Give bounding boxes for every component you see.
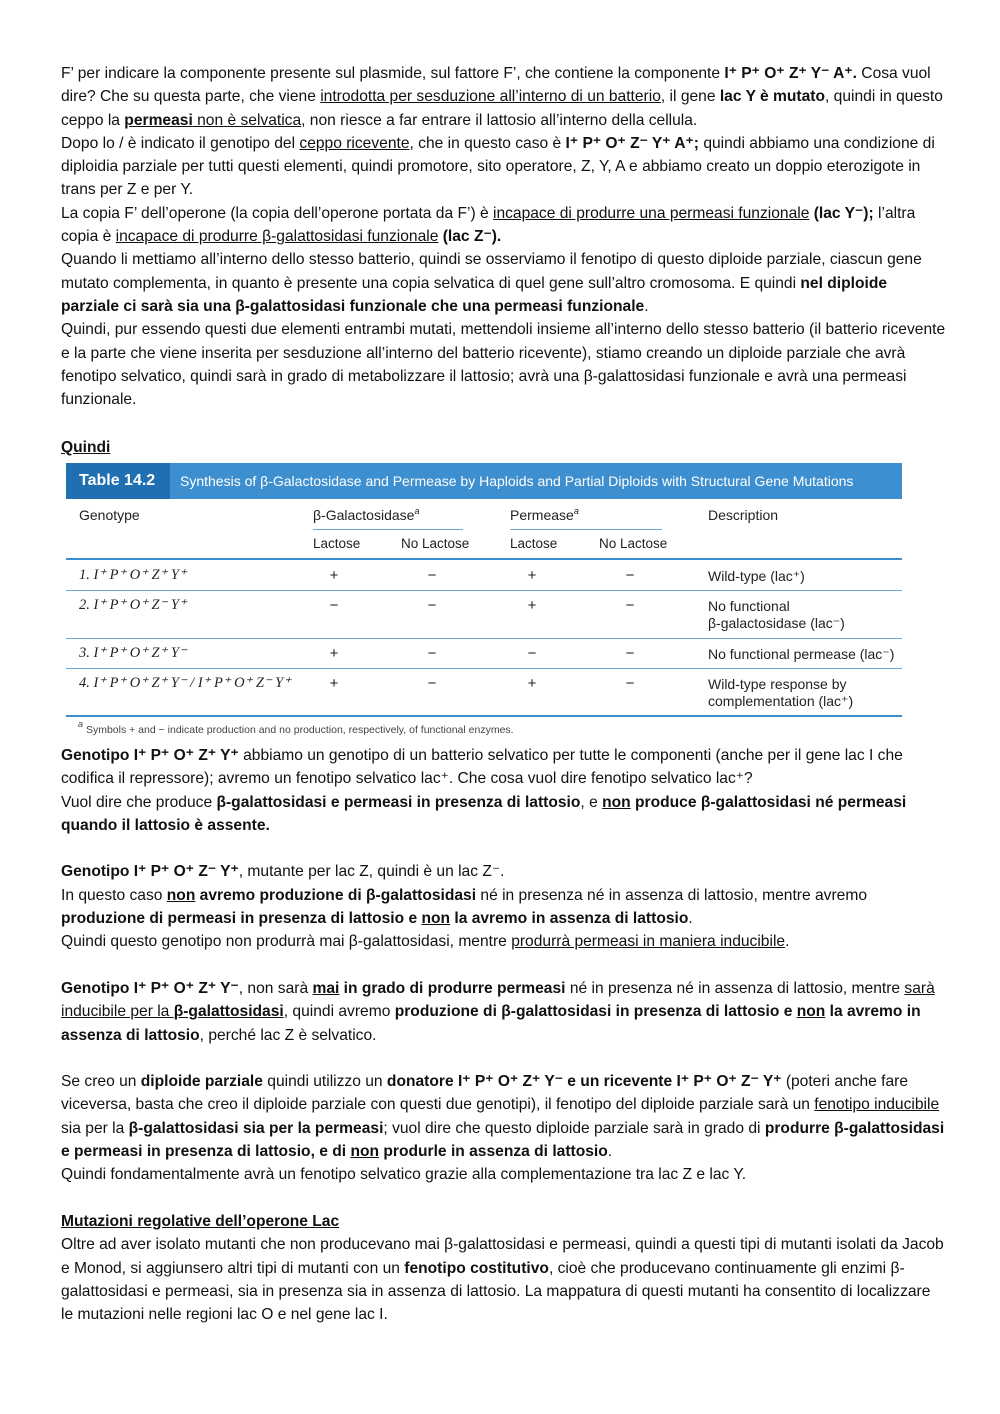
value-cell: − bbox=[427, 597, 437, 614]
value-cell: + bbox=[527, 597, 537, 614]
paragraph: Quando li mettiamo all’interno dello stesso batterio, quindi se osserviamo il fenotipo di questo diploide parziale, ciascun gene mutato complementa, in quanto è presente una copia selvatica di quel gene sull’altro cromosoma. E quindi nel diploide parziale ci sarà sia una β-galattosidasi funzionale che una permeasi funzionale. bbox=[61, 251, 922, 315]
body-text bbox=[61, 744, 946, 1326]
permease-underline bbox=[510, 529, 662, 530]
intro-text bbox=[61, 62, 946, 411]
value-cell: + bbox=[329, 675, 339, 692]
value-cell: + bbox=[527, 675, 537, 692]
row-rule bbox=[66, 590, 902, 591]
table-figure bbox=[66, 463, 902, 736]
sub-header-lactose: Lactose bbox=[313, 536, 361, 551]
description-cell: No functional permease (lac⁻) bbox=[708, 646, 895, 662]
paragraph: Quindi fondamentalmente avrà un fenotipo selvatico grazie alla complementazione tra lac Z e lac Y. bbox=[61, 1166, 747, 1184]
paragraph: Genotipo I⁺ P⁺ O⁺ Z⁺ Y⁺ abbiamo un genotipo di un batterio selvatico per tutte le componenti (anche per il gene lac I che codifica il repressore); avremo un fenotipo selvatico lac⁺. Che cosa vuol dire fenotipo selvatico lac⁺? bbox=[61, 747, 903, 788]
col-header-bgal: β-Galactosidase$^a$ bbox=[313, 506, 420, 523]
value-cell: − bbox=[527, 645, 537, 662]
row-rule bbox=[66, 638, 902, 639]
genotype-cell: 2. I⁺ P⁺ O⁺ Z⁻ Y⁺ bbox=[79, 597, 187, 613]
row-rule bbox=[66, 668, 902, 669]
paragraph: La copia F’ dell’operone (la copia dell’operone portata da F’) è incapace di produrre una permeasi funzionale (lac Y⁻); l’altra copia è incapace di produrre β-galattosidasi funzionale (lac Z⁻). bbox=[61, 204, 916, 246]
value-cell: − bbox=[427, 567, 437, 584]
table-bottom-rule bbox=[66, 715, 902, 717]
paragraph: Genotipo I⁺ P⁺ O⁺ Z⁺ Y⁻, non sarà mai in grado di produrre permeasi né in presenza né in assenza di lattosio, mentre sarà inducibile per la β-galattosidasi, quindi avremo produzione di β-galattosidasi in presenza di lattosio e non la avremo in assenza di lattosio, perché lac Z è selvatico. bbox=[61, 979, 935, 1044]
col-header-permease: Permease$^a$ bbox=[510, 506, 579, 523]
value-cell: − bbox=[427, 675, 437, 692]
paragraph: Oltre ad aver isolato mutanti che non producevano mai β-galattosidasi e permeasi, quindi a questi tipi di mutanti isolati da Jacob e Monod, si aggiunsero altri tipi di mutanti con un fenotipo costitutivo, cioè che producevano continuamente gli enzimi β-galattosidasi e permeasi, sia in presenza sia in assenza di lattosio. La mappatura di questi mutanti ha consentito di localizzare le mutazioni nelle regioni lac O e nel gene lac I. bbox=[61, 1236, 944, 1324]
genotype-cell: 4. I⁺ P⁺ O⁺ Z⁺ Y⁻ / I⁺ P⁺ O⁺ Z⁻ Y⁺ bbox=[79, 675, 291, 691]
description-cell: No functional bbox=[708, 598, 790, 614]
paragraph: Vuol dire che produce β-galattosidasi e permeasi in presenza di lattosio, e non produce β-galattosidasi né permeasi quando il lattosio è assente. bbox=[61, 793, 907, 834]
header-rule bbox=[66, 558, 902, 560]
col-header-genotype: Genotype bbox=[79, 507, 140, 523]
paragraph: Se creo un diploide parziale quindi utilizzo un donatore I⁺ P⁺ O⁺ Z⁺ Y⁻ e un ricevente I⁺ P⁺ O⁺ Z⁻ Y⁺ (poteri anche fare viceversa, basta che creo il diploide parziale con questi due genotipi), il fenotipo del diploide parziale sarà un fenotipo inducibile sia per la β-galattosidasi sia per la permeasi; vuol dire che questo diploide parziale sarà in grado di produrre β-galattosidasi e permeasi in presenza di lattosio, e di non produrle in assenza di lattosio. bbox=[61, 1073, 945, 1161]
value-cell: − bbox=[625, 645, 635, 662]
value-cell: − bbox=[625, 567, 635, 584]
col-header-description: Description bbox=[708, 507, 779, 523]
value-cell: + bbox=[329, 645, 339, 662]
genotype-cell: 1. I⁺ P⁺ O⁺ Z⁺ Y⁺ bbox=[79, 567, 187, 583]
paragraph: Quindi questo genotipo non produrrà mai β-galattosidasi, mentre produrrà permeasi in maniera inducibile. bbox=[61, 933, 790, 951]
bgal-underline bbox=[313, 529, 463, 530]
section-heading: Mutazioni regolative dell’operone Lac bbox=[61, 1212, 340, 1230]
paragraph: Genotipo I⁺ P⁺ O⁺ Z⁻ Y⁺, mutante per lac Z, quindi è un lac Z⁻. bbox=[61, 863, 505, 881]
section-heading: Quindi bbox=[61, 439, 111, 456]
value-cell: + bbox=[527, 567, 537, 584]
paragraph: F’ per indicare la componente presente sul plasmide, sul fattore F’, che contiene la componente I⁺ P⁺ O⁺ Z⁺ Y⁻ A⁺. Cosa vuol dire? Che su questa parte, che viene introdotta per sesduzione all’interno di un batterio, il gene lac Y è mutato, quindi in questo ceppo la permeasi non è selvatica, non riesce a far entrare il lattosio all’interno della cellula. bbox=[61, 65, 943, 129]
description-cell: Wild-type (lac⁺) bbox=[708, 568, 805, 584]
value-cell: − bbox=[625, 675, 635, 692]
table-footnote: $^a$ Symbols + and − indicate production and no production, respectively, of functional enzymes. bbox=[78, 719, 514, 736]
paragraph: Dopo lo / è indicato il genotipo del ceppo ricevente, che in questo caso è I⁺ P⁺ O⁺ Z⁻ Y⁺ A⁺; quindi abbiamo una condizione di diploidia parziale per tutti questi elementi, quindi promotore, sito operatore, Z, Y, A e abbiamo creato un doppio eterozigote in trans per Z e per Y. bbox=[61, 134, 935, 199]
description-cell: complementation (lac⁺) bbox=[708, 693, 854, 709]
table-number: Table 14.2 bbox=[66, 463, 170, 499]
sub-header-no-lactose: No Lactose bbox=[599, 536, 668, 551]
value-cell: − bbox=[329, 597, 339, 614]
sub-header-lactose: Lactose bbox=[510, 536, 558, 551]
value-cell: − bbox=[427, 645, 437, 662]
description-cell: β-galactosidase (lac⁻) bbox=[708, 615, 845, 631]
sub-header-no-lactose: No Lactose bbox=[401, 536, 470, 551]
paragraph: In questo caso non avremo produzione di β-galattosidasi né in presenza né in assenza di lattosio, mentre avremo produzione di permeasi in presenza di lattosio e non la avremo in assenza di lattosio. bbox=[61, 886, 867, 928]
table-header-bar bbox=[66, 463, 902, 499]
description-cell: Wild-type response by bbox=[708, 676, 847, 692]
table-title: Synthesis of β-Galactosidase and Permease by Haploids and Partial Diploids with Structural Gene Mutations bbox=[180, 473, 854, 489]
value-cell: + bbox=[329, 567, 339, 584]
genotype-cell: 3. I⁺ P⁺ O⁺ Z⁺ Y⁻ bbox=[79, 645, 187, 661]
paragraph: Quindi, pur essendo questi due elementi entrambi mutati, mettendoli insieme all’interno dello stesso batterio (il batterio ricevente e la parte che viene inserita per sesduzione all’interno del batterio ricevente), stiamo creando un diploide parziale che avrà fenotipo selvatico, quindi sarà in grado di metabolizzare il lattosio; avrà una β-galattosidasi funzionale e avrà una permeasi funzionale. bbox=[61, 321, 946, 409]
value-cell: − bbox=[625, 597, 635, 614]
